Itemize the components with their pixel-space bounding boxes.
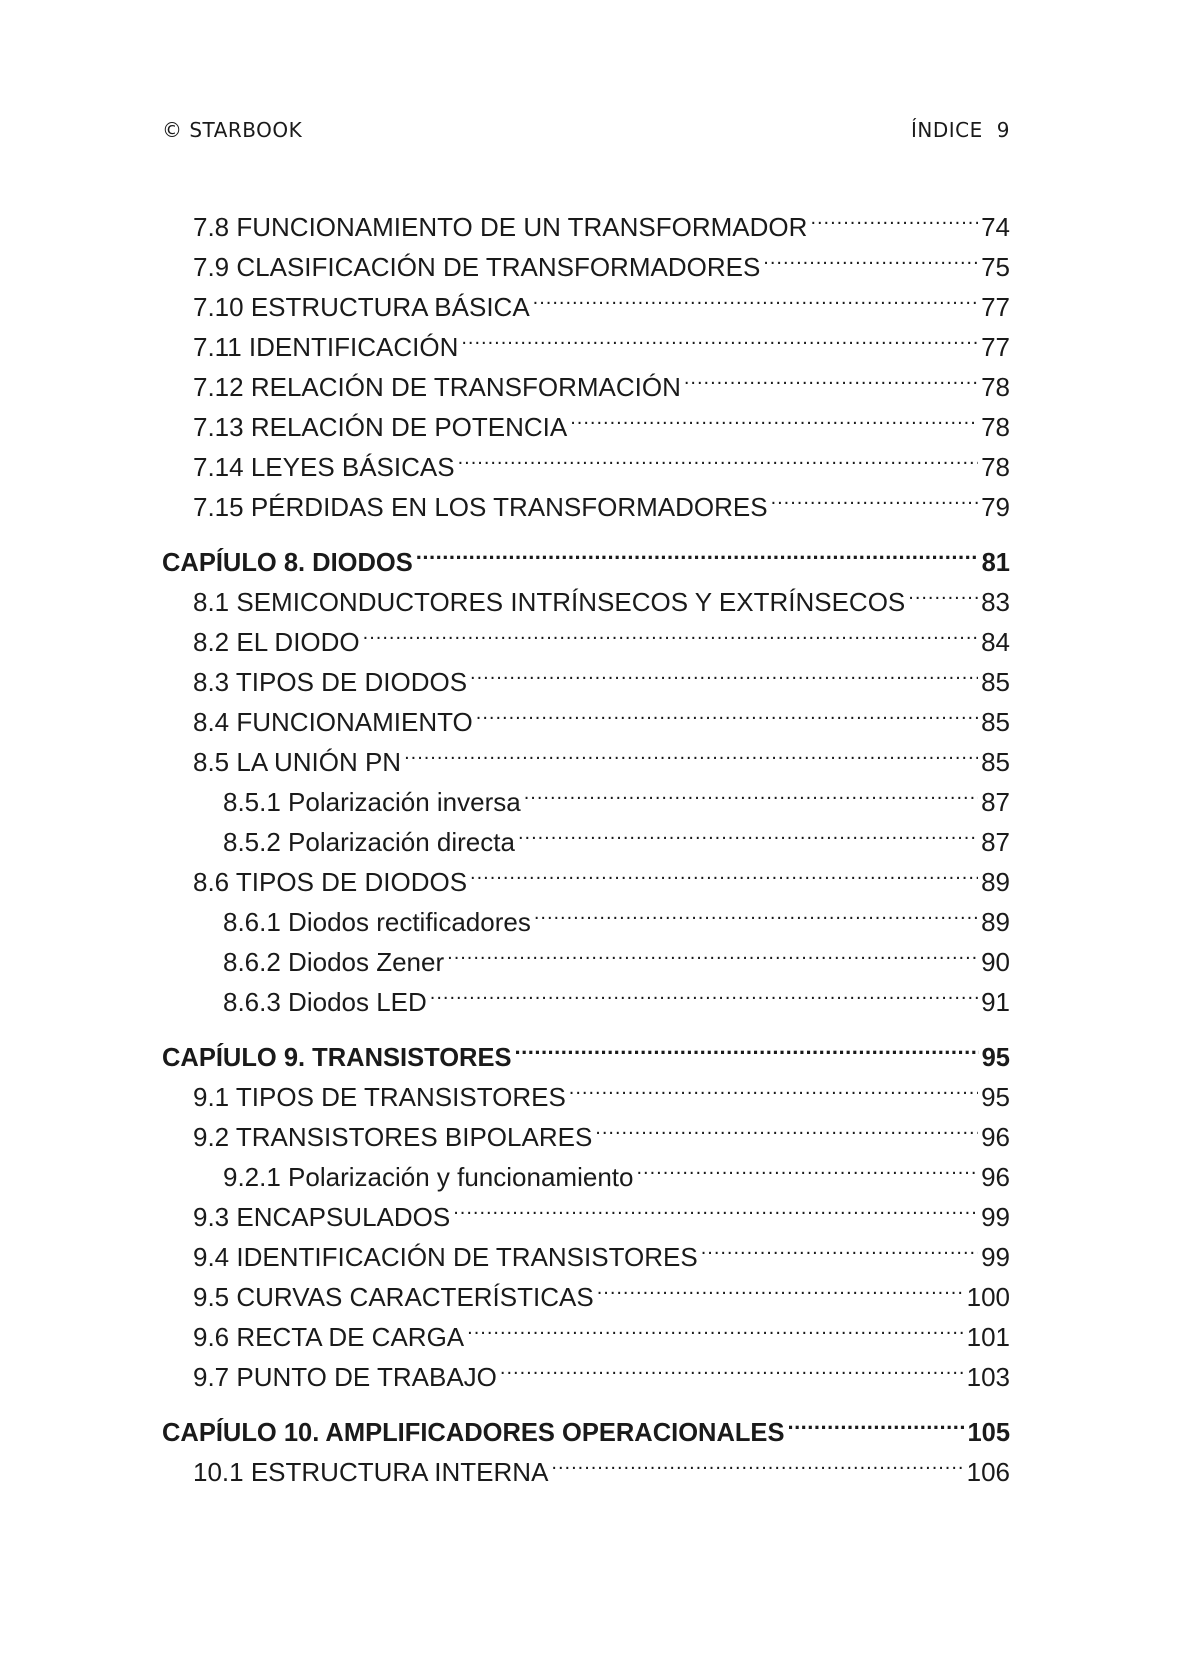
dot-leader — [363, 611, 978, 651]
toc-entry-title: 7.10 ESTRUCTURA BÁSICA — [193, 292, 530, 322]
dot-leader — [534, 891, 978, 931]
toc-entry-page: 78 — [981, 452, 1010, 482]
dot-leader — [787, 1401, 964, 1441]
toc-entry-page: 96 — [981, 1162, 1010, 1192]
toc-entry-title: 8.5 LA UNIÓN PN — [193, 747, 402, 777]
toc-entry-title: 8.5.2 Polarización directa — [223, 827, 515, 857]
toc-entry[interactable] — [162, 196, 1010, 242]
toc-entry-page: 103 — [966, 1362, 1010, 1392]
toc-entry-page: 100 — [966, 1282, 1010, 1312]
toc-entry-page: 75 — [981, 252, 1010, 282]
toc-entry-page: 85 — [981, 667, 1010, 697]
toc-entry-title: 9.2 TRANSISTORES BIPOLARES — [193, 1122, 593, 1152]
running-header — [162, 118, 1010, 148]
dot-leader — [908, 571, 978, 611]
toc-entry-page: 99 — [981, 1242, 1010, 1272]
toc-entry-page: 85 — [981, 707, 1010, 737]
toc-entry-title: CAPÍULO 10. AMPLIFICADORES OPERACIONALES — [162, 1419, 785, 1447]
toc-entry-title: 8.1 SEMICONDUCTORES INTRÍNSECOS Y EXTRÍNSECOS — [193, 587, 906, 617]
dot-leader — [470, 651, 978, 691]
dot-leader — [771, 476, 979, 516]
section-and-page — [911, 118, 1010, 142]
dot-leader — [551, 1441, 963, 1481]
dot-leader — [518, 811, 978, 851]
toc-entry-page: 83 — [981, 587, 1010, 617]
dot-leader — [636, 1146, 978, 1186]
toc-entry-title: 9.4 IDENTIFICACIÓN DE TRANSISTORES — [193, 1242, 698, 1272]
toc-entry-page: 78 — [981, 412, 1010, 442]
toc-entry-title: 7.8 FUNCIONAMIENTO DE UN TRANSFORMADOR — [193, 212, 808, 242]
toc-chapter-entry[interactable] — [162, 1026, 1010, 1072]
toc-entry-title: 8.3 TIPOS DE DIODOS — [193, 667, 468, 697]
dot-leader — [467, 1306, 963, 1346]
toc-entry-title: 10.1 ESTRUCTURA INTERNA — [193, 1457, 549, 1487]
toc-entry-title: 8.4 FUNCIONAMIENTO — [193, 707, 473, 737]
dot-leader — [461, 316, 978, 356]
toc-entry-title: CAPÍULO 8. DIODOS — [162, 549, 413, 577]
toc-entry-title: 9.5 CURVAS CARACTERÍSTICAS — [193, 1282, 594, 1312]
toc-entry-page: 90 — [981, 947, 1010, 977]
toc-entry-title: CAPÍULO 9. TRANSISTORES — [162, 1044, 512, 1072]
toc-entry-page: 105 — [967, 1419, 1010, 1447]
toc-entry-page: 77 — [981, 332, 1010, 362]
toc-entry-title: 9.3 ENCAPSULADOS — [193, 1202, 451, 1232]
toc-entry-page: 87 — [981, 827, 1010, 857]
dot-leader — [569, 1066, 978, 1106]
dot-leader — [430, 971, 978, 1011]
toc-entry-page: 85 — [981, 747, 1010, 777]
toc-entry-page: 84 — [981, 627, 1010, 657]
dot-leader — [404, 731, 978, 771]
dot-leader — [570, 396, 978, 436]
toc-entry-title: 8.5.1 Polarización inversa — [223, 787, 521, 817]
dot-leader — [416, 531, 979, 571]
toc-entry-title: 9.2.1 Polarización y funcionamiento — [223, 1162, 634, 1192]
toc-entry-page: 96 — [981, 1122, 1010, 1152]
dot-leader — [447, 931, 978, 971]
toc-entry-page: 89 — [981, 867, 1010, 897]
toc-entry-page: 95 — [981, 1082, 1010, 1112]
toc-entry-title: 9.1 TIPOS DE TRANSISTORES — [193, 1082, 566, 1112]
toc-entry-page: 95 — [981, 1044, 1010, 1072]
toc-entry-title: 9.7 PUNTO DE TRABAJO — [193, 1362, 497, 1392]
toc-entry-title: 8.6.2 Diodos Zener — [223, 947, 445, 977]
toc-entry-page: 91 — [981, 987, 1010, 1017]
table-of-contents — [162, 196, 1010, 1487]
toc-entry-title: 7.15 PÉRDIDAS EN LOS TRANSFORMADORES — [193, 492, 768, 522]
dot-leader — [476, 691, 978, 731]
toc-entry-page: 89 — [981, 907, 1010, 937]
toc-entry-page: 81 — [981, 549, 1010, 577]
toc-entry-page: 79 — [981, 492, 1010, 522]
toc-entry-title: 7.12 RELACIÓN DE TRANSFORMACIÓN — [193, 372, 681, 402]
toc-entry-title: 7.13 RELACIÓN DE POTENCIA — [193, 412, 568, 442]
publisher-label: © STARBOOK — [162, 118, 303, 142]
toc-entry-page: 87 — [981, 787, 1010, 817]
toc-entry-title: 7.11 IDENTIFICACIÓN — [193, 332, 459, 362]
toc-entry-title: 7.9 CLASIFICACIÓN DE TRANSFORMADORES — [193, 252, 761, 282]
toc-entry-title: 8.6.1 Diodos rectificadores — [223, 907, 531, 937]
dot-leader — [763, 236, 978, 276]
toc-entry-page: 74 — [981, 212, 1010, 242]
dot-leader — [458, 436, 978, 476]
dot-leader — [453, 1186, 978, 1226]
toc-entry-page: 106 — [966, 1457, 1010, 1487]
dot-leader — [597, 1266, 964, 1306]
toc-entry-page: 99 — [981, 1202, 1010, 1232]
toc-chapter-entry[interactable] — [162, 531, 1010, 577]
toc-entry-title: 8.6.3 Diodos LED — [223, 987, 427, 1017]
dot-leader — [470, 851, 978, 891]
dot-leader — [701, 1226, 978, 1266]
section-label: ÍNDICE — [911, 118, 983, 142]
dot-leader — [533, 276, 978, 316]
dot-leader — [515, 1026, 979, 1066]
toc-chapter-entry[interactable] — [162, 1401, 1010, 1447]
toc-entry-title: 8.2 EL DIODO — [193, 627, 360, 657]
dot-leader — [684, 356, 978, 396]
toc-entry-page: 77 — [981, 292, 1010, 322]
dot-leader — [595, 1106, 978, 1146]
toc-entry-title: 9.6 RECTA DE CARGA — [193, 1322, 465, 1352]
toc-entry-page: 101 — [966, 1322, 1010, 1352]
dot-leader — [500, 1346, 964, 1386]
dot-leader — [810, 196, 978, 236]
page-number: 9 — [996, 118, 1010, 142]
dot-leader — [524, 771, 978, 811]
toc-entry-page: 78 — [981, 372, 1010, 402]
toc-entry-title: 7.14 LEYES BÁSICAS — [193, 452, 455, 482]
toc-entry-title: 8.6 TIPOS DE DIODOS — [193, 867, 468, 897]
